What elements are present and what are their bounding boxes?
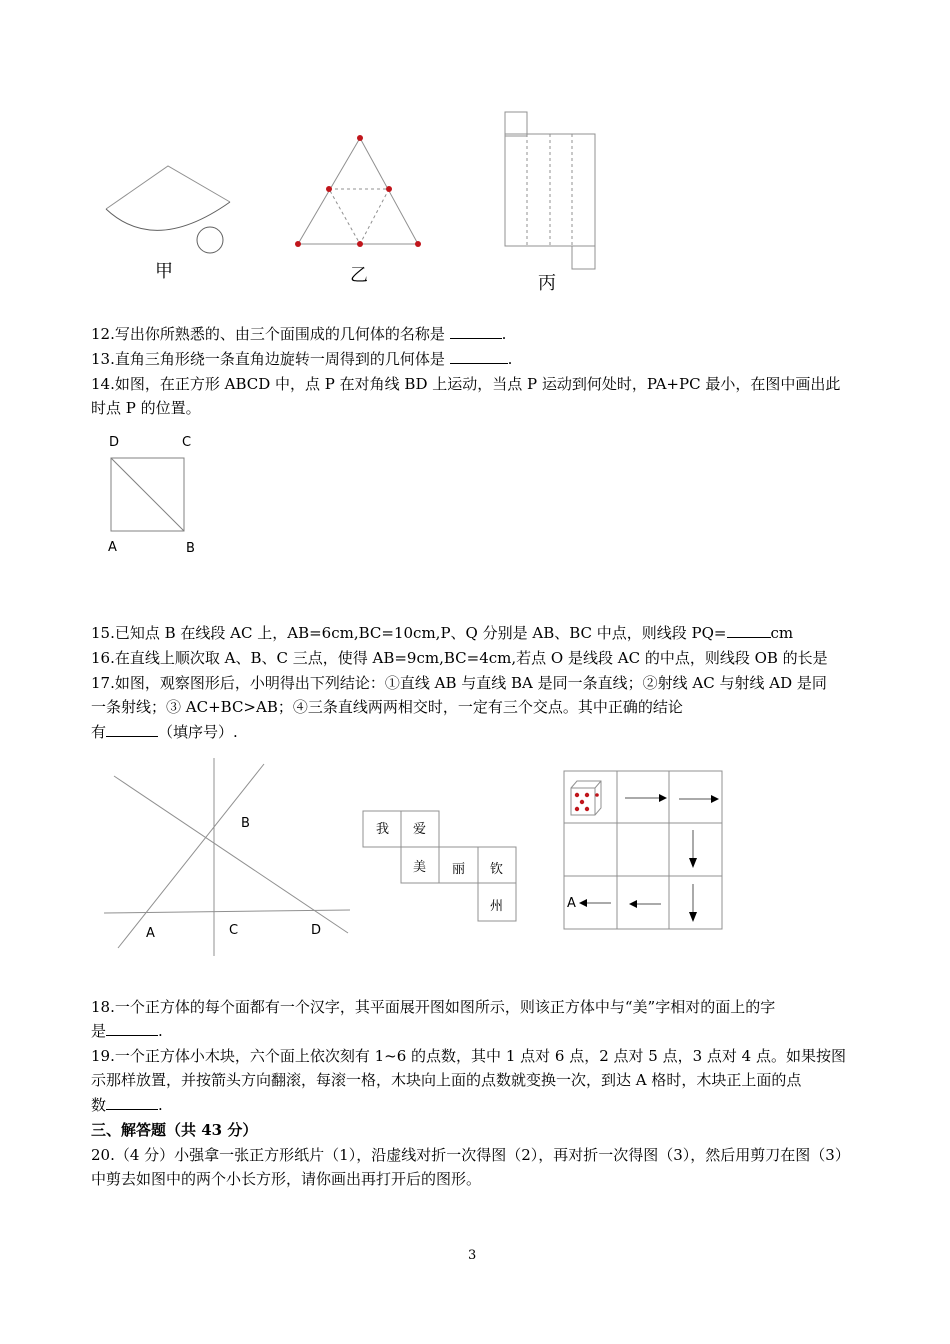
lines-label-c: C [229,923,239,938]
lines-label-d: D [311,923,322,938]
net-cell-li: 丽 [452,862,466,877]
figure-yi-label: 乙 [350,265,368,286]
grid-label-a: A [567,896,576,911]
section-3-title: 三、解答题（共 43 分） [91,1121,258,1139]
figure-bing-prism-net [500,108,600,273]
question-13: 13.直角三角形绕一条直角边旋转一周得到的几何体是 . [91,350,513,368]
question-19-line2: 示那样放置，并按箭头方向翻滚，每滚一格，木块向上面的点数就变换一次，到达 A 格时，木块正上面的点 [91,1071,802,1089]
figure-rolling-cube-grid [563,770,725,932]
question-12: 12.写出你所熟悉的、由三个面围成的几何体的名称是 . [91,325,507,343]
question-20-line1: 20.（4 分）小强拿一张正方形纸片（1），沿虚线对折一次得图（2），再对折一次得图（3），然后用剪刀在图（3） [91,1146,850,1164]
lines-label-b: B [241,816,250,831]
question-19-line3: 数 . [91,1096,163,1114]
die-dot [580,800,584,804]
question-18-line1: 18.一个正方体的每个面都有一个汉字，其平面展开图如图所示，则该正方体中与“美”字相对的面上的字 [91,998,776,1016]
question-15: 15.已知点 B 在线段 AC 上，AB=6cm,BC=10cm,P、Q 分别是 AB、BC 中点，则线段 PQ= cm [91,624,794,642]
tri-dot [357,241,363,247]
figure-square-abcd [110,457,190,537]
tri-dot [326,186,332,192]
question-17-line3: 有 （填序号）. [91,723,238,741]
square-label-a: A [108,540,117,555]
die-dot [575,793,579,797]
net-cell-qin: 钦 [490,862,504,877]
net-cell-wo: 我 [376,822,390,837]
question-18-line2: 是 . [91,1022,163,1040]
figure-jia-label: 甲 [155,261,173,282]
square-label-c: C [182,435,192,450]
die-dot [595,793,599,797]
figure-yi-tetrahedron-net [290,130,430,250]
figure-jia-cone-net [100,160,230,260]
tri-dot [386,186,392,192]
question-19-line1: 19.一个正方体小木块，六个面上依次刻有 1~6 的点数，其中 1 点对 6 点，2 点对 5 点，3 点对 4 点。如果按图 [91,1047,846,1065]
tri-dot [295,241,301,247]
tri-dot [357,135,363,141]
die-dot [585,807,589,811]
figure-bing-label: 丙 [538,273,556,294]
net-cell-zhou: 州 [490,899,504,914]
square-label-b: B [186,541,195,556]
question-14-line1: 14.如图，在正方形 ABCD 中，点 P 在对角线 BD 上运动，当点 P 运动到何处时，PA+PC 最小，在图中画出此 [91,375,841,393]
tri-dot [415,241,421,247]
question-17-line2: 一条射线；③ AC+BC>AB；④三条直线两两相交时，一定有三个交点。其中正确的结论 [91,698,683,716]
square-label-d: D [109,435,120,450]
die-dot [575,807,579,811]
lines-label-a: A [146,926,155,941]
die-dot [585,793,589,797]
question-14-line2: 时点 P 的位置。 [91,399,201,417]
question-20-line2: 中剪去如图中的两个小长方形，请你画出再打开后的图形。 [91,1170,482,1188]
question-17-line1: 17.如图，观察图形后，小明得出下列结论：①直线 AB 与直线 BA 是同一条直线；②射线 AC 与射线 AD 是同 [91,674,827,692]
page-number: 3 [468,1248,477,1263]
net-cell-mei: 美 [413,860,427,875]
question-16: 16.在直线上顺次取 A、B、C 三点，使得 AB=9cm,BC=4cm,若点 O 是线段 AC 的中点，则线段 OB 的长是 [91,649,828,667]
net-cell-ai: 爱 [413,822,427,837]
